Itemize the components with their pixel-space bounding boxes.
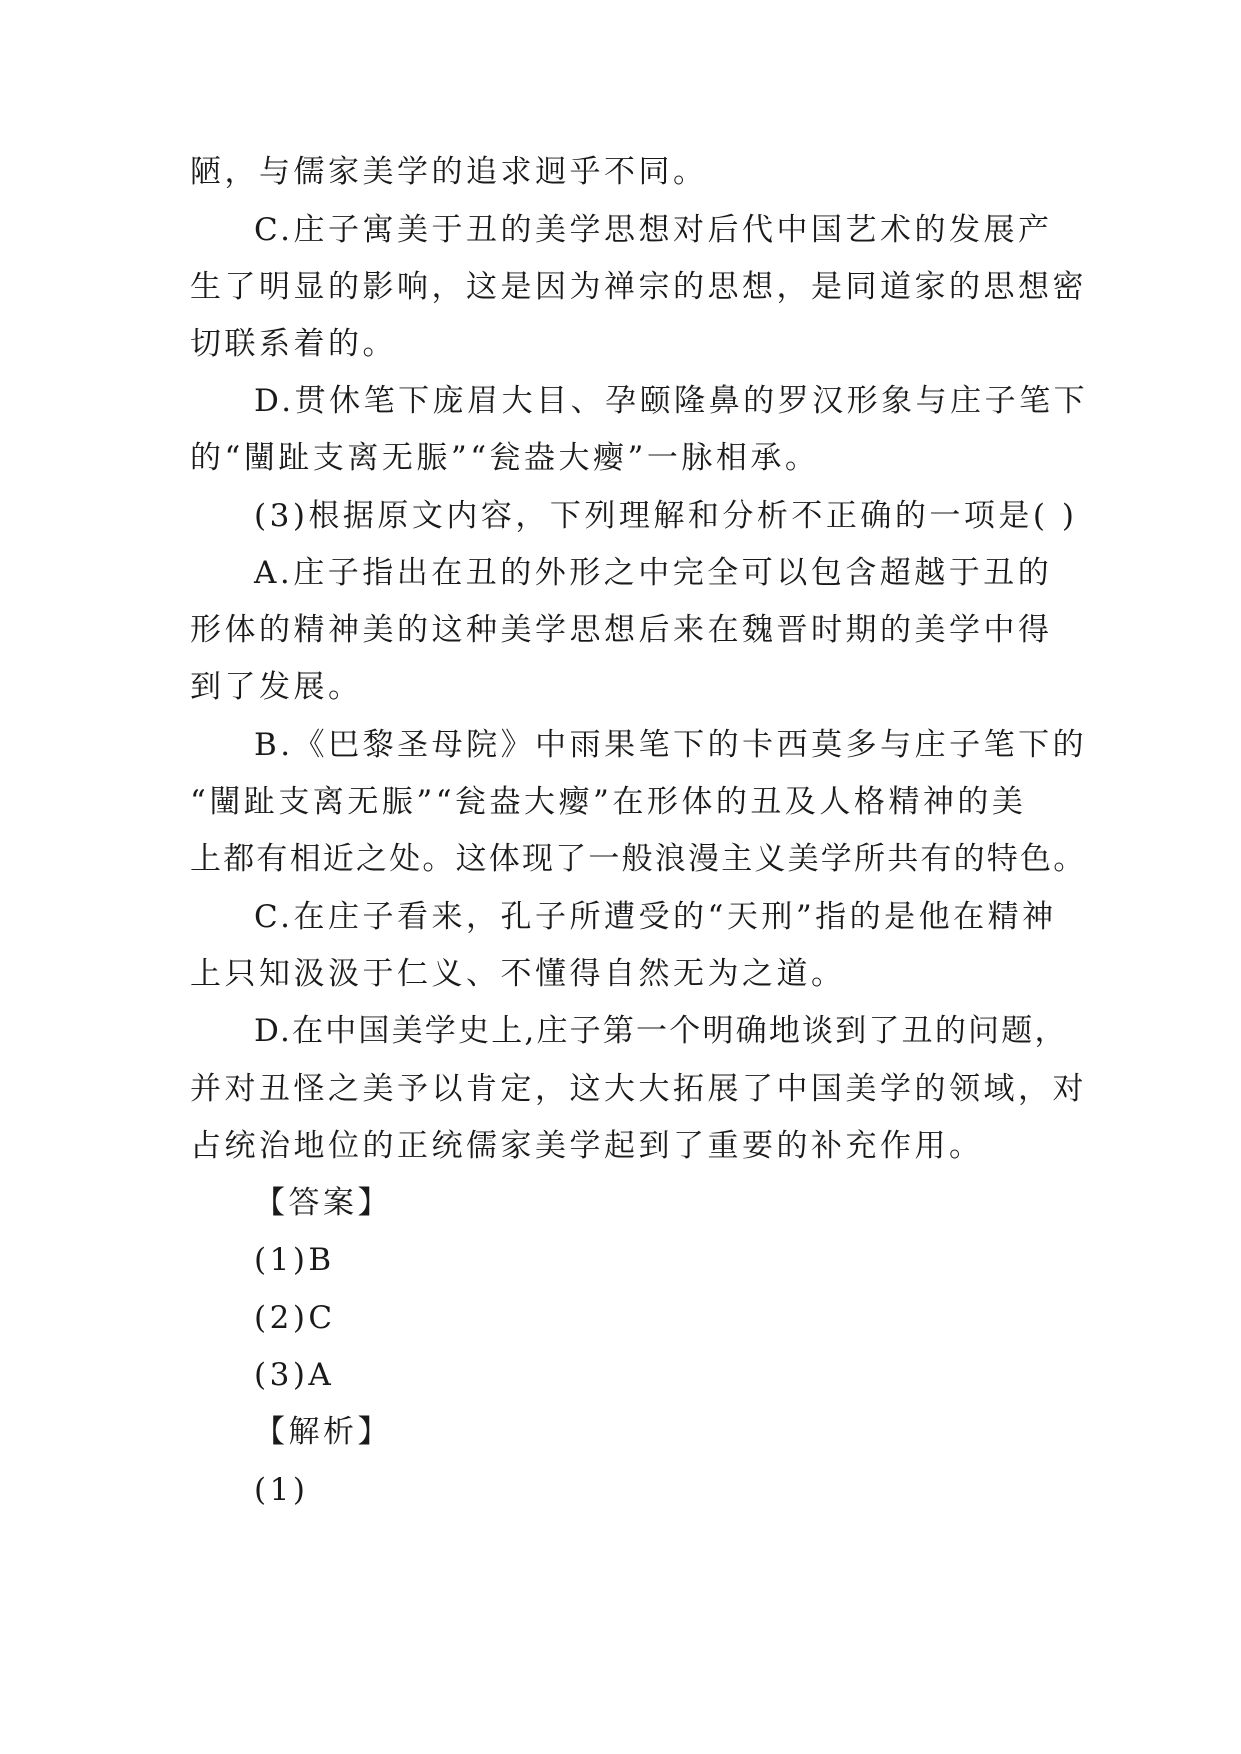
option-c-line: C.庄子寓美于丑的美学思想对后代中国艺术的发展产: [254, 212, 1053, 248]
question-3: (3)根据原文内容，下列理解和分析不正确的一项是( ): [254, 498, 1078, 534]
answer-2: (2)C: [254, 1300, 336, 1336]
answer-heading: 【答案】: [254, 1185, 392, 1221]
option-d-line: D.在中国美学史上,庄子第一个明确地谈到了丑的问题，: [254, 1013, 1068, 1049]
text-line: 的“闉趾支离无脤”“瓮盎大瘿”一脉相承。: [190, 440, 820, 476]
answer-3: (3)A: [254, 1357, 335, 1393]
text-line: 并对丑怪之美予以肯定，这大大拓展了中国美学的领域，对: [190, 1071, 1087, 1107]
analysis-1: (1): [254, 1472, 309, 1508]
option-d-line: D.贯休笔下庞眉大目、孕颐隆鼻的罗汉形象与庄子笔下: [254, 383, 1089, 419]
text-line: 切联系着的。: [190, 326, 397, 362]
text-line: “闉趾支离无脤”“瓮盎大瘿”在形体的丑及人格精神的美: [190, 784, 1027, 820]
text-line: 陋，与儒家美学的追求迥乎不同。: [190, 154, 708, 190]
option-c-line: C.在庄子看来，孔子所遭受的“天刑”指的是他在精神: [254, 899, 1057, 935]
analysis-heading: 【解析】: [254, 1414, 392, 1450]
text-line: 上只知汲汲于仁义、不懂得自然无为之道。: [190, 956, 846, 992]
text-line: 上都有相近之处。这体现了一般浪漫主义美学所共有的特色。: [190, 841, 1087, 877]
answer-1: (1)B: [254, 1242, 335, 1278]
text-line: 占统治地位的正统儒家美学起到了重要的补充作用。: [190, 1128, 984, 1164]
text-line: 到了发展。: [190, 669, 363, 705]
option-b-line: B.《巴黎圣母院》中雨果笔下的卡西莫多与庄子笔下的: [254, 727, 1088, 763]
text-line: 形体的精神美的这种美学思想后来在魏晋时期的美学中得: [190, 612, 1053, 648]
text-line: 生了明显的影响，这是因为禅宗的思想，是同道家的思想密: [190, 269, 1087, 305]
option-a-line: A.庄子指出在丑的外形之中完全可以包含超越于丑的: [254, 555, 1053, 591]
